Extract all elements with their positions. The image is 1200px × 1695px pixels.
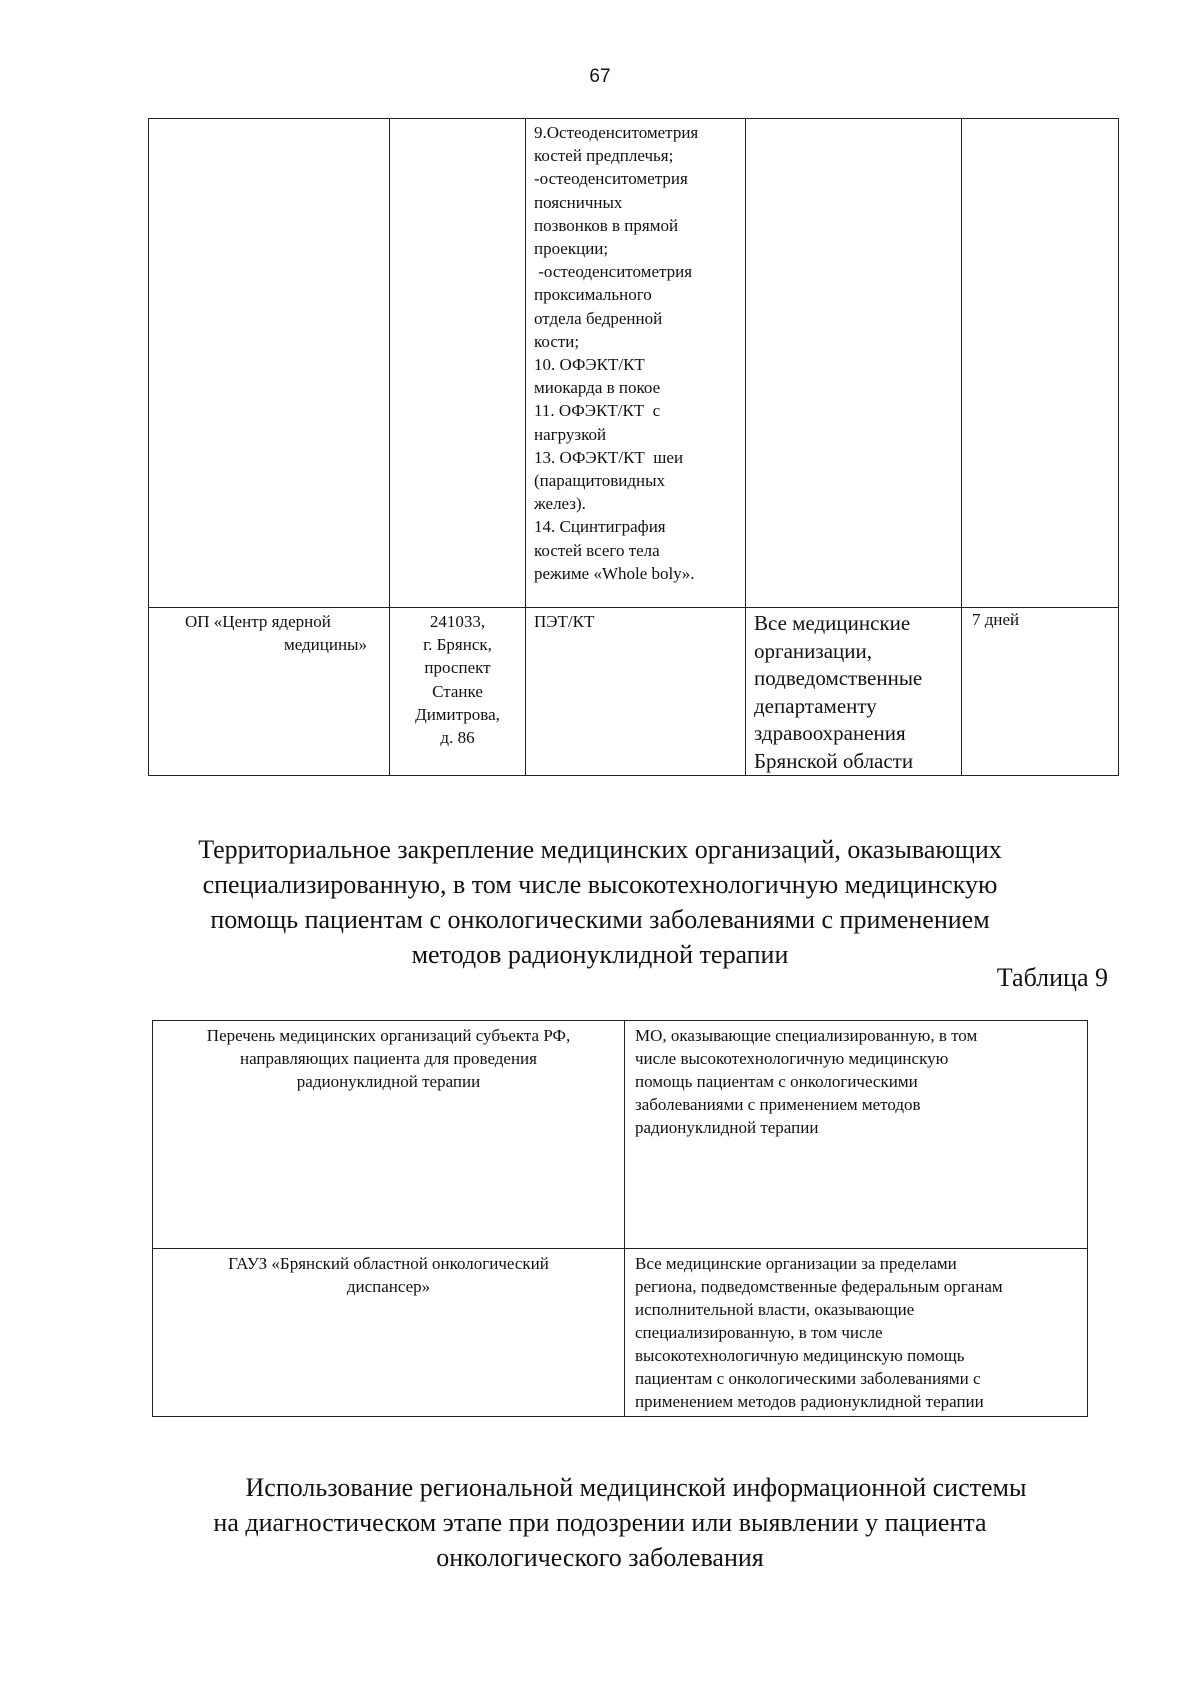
attached-line: департаменту <box>754 693 877 718</box>
organization-line: диспансер» <box>346 1277 431 1296</box>
organization-line: исполнительной власти, оказывающие <box>635 1300 915 1319</box>
address-line: Станке <box>432 681 483 701</box>
method-line: костей всего тела <box>534 540 660 560</box>
title-line: методов радионуклидной терапии <box>411 940 789 969</box>
section-title-rmis <box>0 1470 1200 1575</box>
method-line: режиме «Whole boly». <box>534 563 695 583</box>
term-cell <box>962 608 1119 776</box>
header-line: радионуклидной терапии <box>296 1072 481 1091</box>
method-line: 11. ОФЭКТ/КТ с <box>534 401 661 421</box>
method-text: ПЭТ/КТ <box>534 612 595 631</box>
cell-empty <box>746 119 962 608</box>
section-title-radionuclide <box>0 832 1200 972</box>
table-label: Таблица 9 <box>996 963 1108 992</box>
method-cell <box>526 608 746 776</box>
organization-line: региона, подведомственные федеральным органам <box>635 1277 1003 1296</box>
diagnostics-table <box>148 118 1119 776</box>
method-line: (паращитовидных <box>534 471 666 491</box>
cell-empty <box>390 119 526 608</box>
organization-line: Все медицинские организации за пределами <box>635 1254 957 1273</box>
attached-organizations-cell <box>746 608 962 776</box>
method-line: 13. ОФЭКТ/КТ шеи <box>534 447 684 467</box>
organization-line: специализированную, в том числе <box>635 1323 883 1342</box>
method-line: кости; <box>534 331 580 351</box>
organization-line: применением методов радионуклидной терапии <box>635 1392 984 1411</box>
attached-line: подведомственные <box>754 666 923 690</box>
method-line: 9.Остеоденситометрия <box>534 123 699 142</box>
term-text: 7 дней <box>972 610 1020 629</box>
address-line: 241033, <box>429 612 486 631</box>
header-right-cell <box>625 1021 1088 1249</box>
title-line: онкологического заболевания <box>436 1543 764 1572</box>
header-line: заболеваниями с применением методов <box>635 1095 921 1114</box>
attached-line: организации, <box>754 638 872 663</box>
attached-line: Брянской области <box>754 748 914 773</box>
method-line: нагрузкой <box>534 424 607 444</box>
address-cell <box>390 608 526 776</box>
title-line: Территориальное закрепление медицинских организаций, оказывающих <box>198 835 1002 864</box>
header-line: помощь пациентам с онкологическими <box>635 1072 918 1091</box>
organization-line: пациентам с онкологическими заболеваниями с <box>635 1369 981 1388</box>
method-line: отдела бедренной <box>534 308 663 328</box>
page-number: 67 <box>589 66 611 87</box>
table-row <box>149 608 1119 776</box>
address-line: д. 86 <box>440 728 475 748</box>
table-row <box>149 119 1119 608</box>
method-line: костей предплечья; <box>534 146 674 166</box>
organization-line: медицины» <box>283 635 367 655</box>
method-line: -остеоденситометрия <box>534 169 688 189</box>
method-line: позвонков в прямой <box>534 215 679 235</box>
table-row <box>153 1249 1088 1417</box>
organization-line: ОП «Центр ядерной <box>185 612 331 631</box>
method-line: проксимального <box>534 285 652 305</box>
address-line: г. Брянск, <box>423 635 492 655</box>
cell-empty <box>149 119 390 608</box>
attached-line: здравоохранения <box>754 721 906 745</box>
radionuclide-therapy-table <box>152 1020 1088 1417</box>
header-line: числе высокотехнологичную медицинскую <box>635 1049 949 1068</box>
header-line: Перечень медицинских организаций субъекта РФ, <box>206 1026 571 1045</box>
table-row <box>153 1021 1088 1249</box>
referring-organization-cell <box>153 1249 625 1417</box>
header-left-cell <box>153 1021 625 1249</box>
methods-cell <box>526 119 746 608</box>
method-line: поясничных <box>534 192 623 212</box>
title-line: специализированную, в том числе высокотехнологичную медицинскую <box>202 870 998 899</box>
header-line: радионуклидной терапии <box>635 1118 819 1137</box>
method-line: миокарда в покое <box>534 378 661 398</box>
method-line: 14. Сцинтиграфия <box>534 517 666 537</box>
cell-empty <box>962 119 1119 608</box>
title-line: Использование региональной медицинской информационной системы <box>245 1473 1027 1502</box>
attached-line: Все медицинские <box>754 611 911 635</box>
address-line: проспект <box>424 658 491 678</box>
method-line: желез). <box>534 494 586 514</box>
title-line: помощь пациентам с онкологическими заболеваниями с применением <box>210 905 990 934</box>
header-line: МО, оказывающие специализированную, в том <box>635 1026 978 1045</box>
address-line: Димитрова, <box>415 704 500 724</box>
title-line: на диагностическом этапе при подозрении или выявлении у пациента <box>213 1508 987 1537</box>
treating-organizations-cell <box>625 1249 1088 1417</box>
method-line: -остеоденситометрия <box>534 262 693 282</box>
organization-line: ГАУЗ «Брянский областной онкологический <box>228 1254 549 1273</box>
organization-line: высокотехнологичную медицинскую помощь <box>635 1346 965 1365</box>
organization-cell <box>149 608 390 776</box>
method-line: 10. ОФЭКТ/КТ <box>534 355 645 375</box>
header-line: направляющих пациента для проведения <box>240 1049 537 1068</box>
method-line: проекции; <box>534 239 609 259</box>
